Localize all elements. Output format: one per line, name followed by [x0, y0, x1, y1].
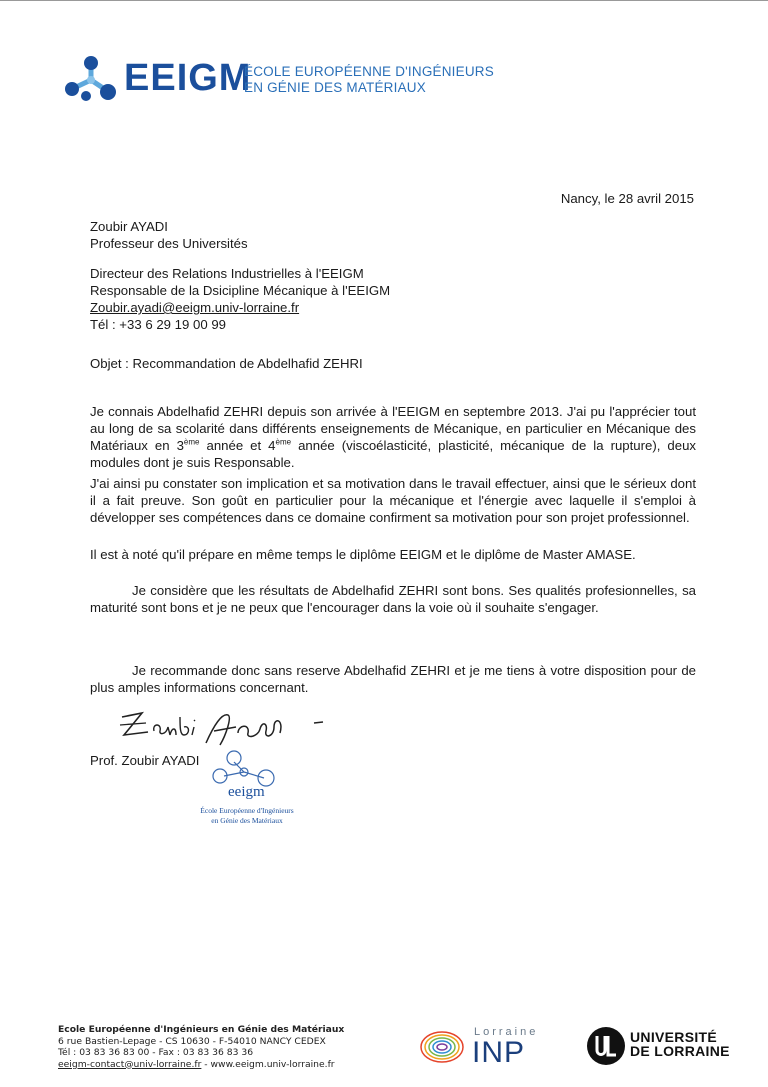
sender-role-1: Directeur des Relations Industrielles à l'EEIGM [90, 266, 364, 281]
p1-sup-1: ème [183, 437, 200, 447]
footer-contact-line [58, 1059, 344, 1071]
letter-date: Nancy, le 28 avril 2015 [560, 191, 694, 206]
inp-wordmark: INP [472, 1036, 526, 1069]
p1-text-a: Je connais Abdelhafid ZEHRI depuis son arrivée à l'EEIGM en septembre 2013. J'ai pu l'apprécier tout au long de sa scolarité dans différents enseignements de Mécanique, en particulier en Mécanique des Matériaux en 3 [90, 404, 696, 453]
school-name-header [244, 64, 494, 96]
inp-lorraine-label: Lorraine [474, 1026, 539, 1038]
ul-line-1: UNIVERSITÉ [630, 1029, 718, 1045]
p1-text-c: année (viscoélasticité, plasticité, mécanique de la rupture), deux modules dont je suis Responsable. [90, 438, 697, 470]
stamp-subtitle [172, 806, 322, 826]
body-paragraph-5: Je recommande donc sans reserve Abdelhafid ZEHRI et je me tiens à votre disposition pour de plus amples informations concernant. [90, 663, 696, 695]
footer-web-link[interactable]: www.eeigm.univ-lorraine.fr [210, 1058, 335, 1070]
body-paragraph-2: J'ai ainsi pu constater son implication et sa motivation dans le travail effectuer, ainsi que le sérieux dont il a fait preuve. Son goût en particulier pour la mécanique et l'énergie avec laquelle il s'emploi à développer ses compétences dans ce domaine confirment sa motivation pour son projet professionnel. [90, 476, 696, 525]
footer-separator: - [201, 1058, 211, 1070]
footer-address [58, 1024, 344, 1070]
sender-title: Professeur des Universités [90, 236, 248, 251]
footer-school-name: Ecole Européenne d'Ingénieurs en Génie des Matériaux [58, 1024, 345, 1035]
footer-phone-fax: Tél : 03 83 36 83 00 - Fax : 03 83 36 83 36 [58, 1047, 254, 1058]
top-border [0, 0, 768, 1]
stamp-subtitle-line1: École Européenne d'Ingénieurs [200, 806, 294, 815]
school-name-line2: EN GÉNIE DES MATÉRIAUX [244, 80, 426, 95]
signatory-name: Prof. Zoubir AYADI [90, 753, 200, 768]
sender-phone: Tél : +33 6 29 19 00 99 [90, 317, 227, 332]
body-paragraph-1 [90, 403, 696, 471]
sender-block [90, 218, 248, 252]
sender-roles [90, 265, 390, 333]
universite-lorraine-logo-icon [586, 1026, 626, 1066]
p1-text-b: année et 4 [199, 438, 276, 453]
footer-email-link[interactable]: eeigm-contact@univ-lorraine.fr [58, 1058, 202, 1070]
eeigm-molecule-logo-icon [62, 54, 120, 104]
letter-subject: Objet : Recommandation de Abdelhafid ZEHRI [90, 356, 363, 371]
stamp-subtitle-line2: en Génie des Matériaux [211, 816, 283, 825]
stamp-title: eeigm [228, 784, 265, 800]
body-paragraph-4: Je considère que les résultats de Abdelhafid ZEHRI sont bons. Ses qualités profesionnelles, sa maturité sont bons et je ne peux que l'encourager dans la voie où il souhaite s'engager. [90, 583, 696, 615]
sender-name: Zoubir AYADI [90, 219, 168, 234]
logo-wordmark: EEIGM [124, 57, 252, 99]
p1-sup-2: ème [275, 437, 292, 447]
footer-address-line: 6 rue Bastien-Lepage - CS 10630 - F-54010 NANCY CEDEX [58, 1035, 326, 1047]
universite-lorraine-wordmark [630, 1030, 730, 1058]
lorraine-inp-swirl-icon [418, 1028, 466, 1066]
sender-role-2: Responsable de la Dsicipline Mécanique à l'EEIGM [90, 283, 391, 298]
ul-line-2: DE LORRAINE [630, 1043, 730, 1059]
sender-email-link[interactable]: Zoubir.ayadi@eeigm.univ-lorraine.fr [90, 300, 300, 315]
school-name-line1: ÉCOLE EUROPÉENNE D'INGÉNIEURS [244, 64, 494, 79]
body-paragraph-3: Il est à noté qu'il prépare en même temps le diplôme EEIGM et le diplôme de Master AMASE. [90, 547, 636, 562]
